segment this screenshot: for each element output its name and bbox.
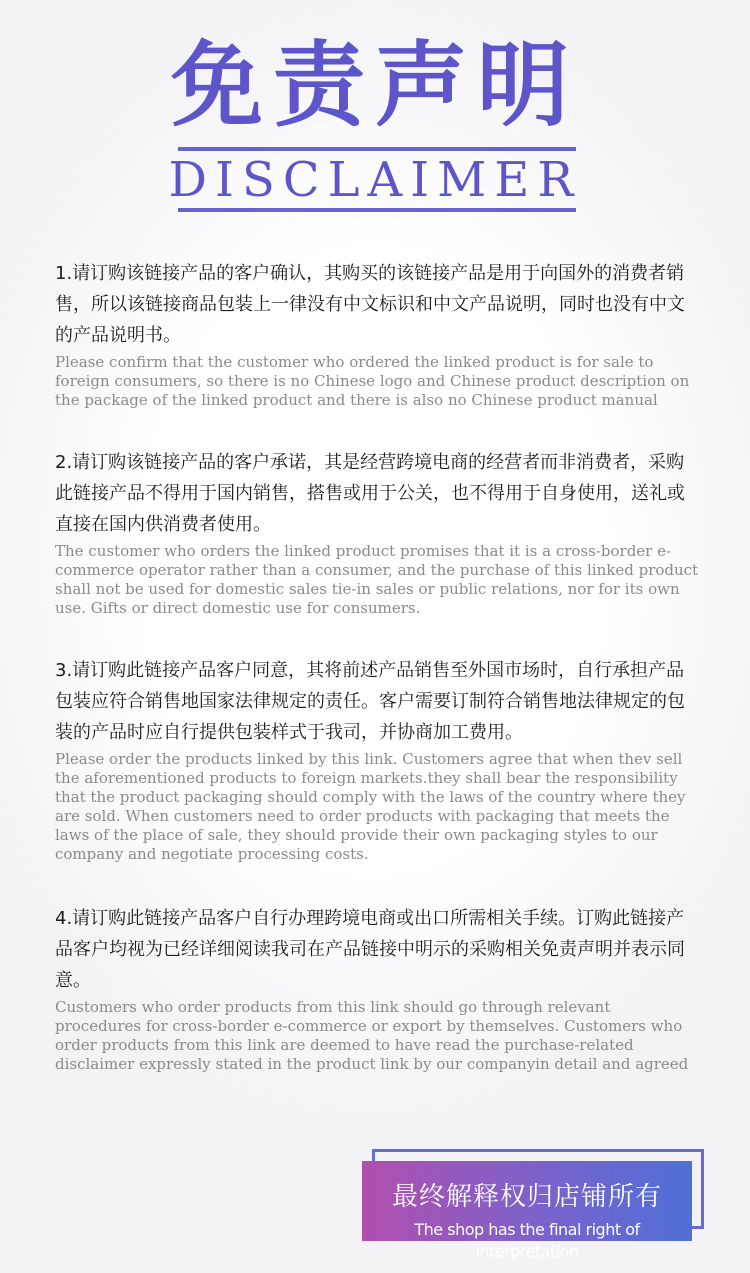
clause-4-chinese: 4.请订购此链接产品客户自行办理跨境电商或出口所需相关手续。订购此链接产品客户均视为已经详细阅读我司在产品链接中明示的采购相关免责声明并表示同意。 — [55, 908, 685, 991]
badge-text-english: The shop has the final right of interpretation — [414, 1220, 640, 1261]
clause-3-chinese: 3.请订购此链接产品客户同意，其将前述产品销售至外国市场时，自行承担产品包装应符合销售地国家法律规定的责任。客户需要订制符合销售地法律规定的包装的产品时应自行提供包装样式于我司，并协商加工费用。 — [55, 660, 685, 743]
page-title-english: DISCLAIMER — [168, 152, 582, 208]
badge-text-chinese: 最终解释权归店铺所有 — [391, 1182, 662, 1212]
clause-1-english: Please confirm that the customer who ordered the linked product is for sale to foreign consumers, so there is no Chinese logo and Chinese product description on the package of the linked product and there is also no Chinese product manual — [55, 353, 690, 409]
clause-1-chinese: 1.请订购该链接产品的客户确认，其购买的该链接产品是用于向国外的消费者销售，所以该链接商品包装上一律没有中文标识和中文产品说明，同时也没有中文的产品说明书。 — [55, 263, 685, 346]
disclaimer-clause-2 — [55, 447, 700, 618]
disclaimer-clause-1 — [55, 258, 700, 410]
title-divider-bottom — [178, 208, 576, 212]
title-divider-top — [178, 147, 576, 151]
clause-2-chinese: 2.请订购该链接产品的客户承诺，其是经营跨境电商的经营者而非消费者，采购此链接产品不得用于国内销售，搭售或用于公关，也不得用于自身使用，送礼或直接在国内供消费者使用。 — [55, 452, 685, 535]
clause-4-english: Customers who order products from this link should go through relevant procedures for cross-border e-commerce or export by themselves. Customers who order products from this link are deemed to have read the purchase-related disclaimer expressly stated in the product link by our companyin detail and agreed — [55, 998, 689, 1073]
disclaimer-clause-4 — [55, 903, 700, 1074]
disclaimer-clause-3 — [55, 655, 700, 864]
final-interpretation-badge — [362, 1149, 708, 1261]
badge-gradient-panel — [362, 1161, 692, 1261]
clause-2-english: The customer who orders the linked product promises that it is a cross-border e-commerce operator rather than a consumer, and the purchase of this linked product shall not be used for domestic sales tie-in sales or public relations, nor for its own use. Gifts or direct domestic use for consumers. — [55, 542, 699, 617]
clause-3-english: Please order the products linked by this link. Customers agree that when thev sell the aforementioned products to foreign markets.they shall bear the responsibility that the product packaging should comply with the laws of the country where they are sold. When customers need to order products with packaging that meets the laws of the place of sale, they should provide their own packaging styles to our company and negotiate processing costs. — [55, 750, 686, 863]
page-title-chinese: 免责声明 — [170, 31, 579, 139]
